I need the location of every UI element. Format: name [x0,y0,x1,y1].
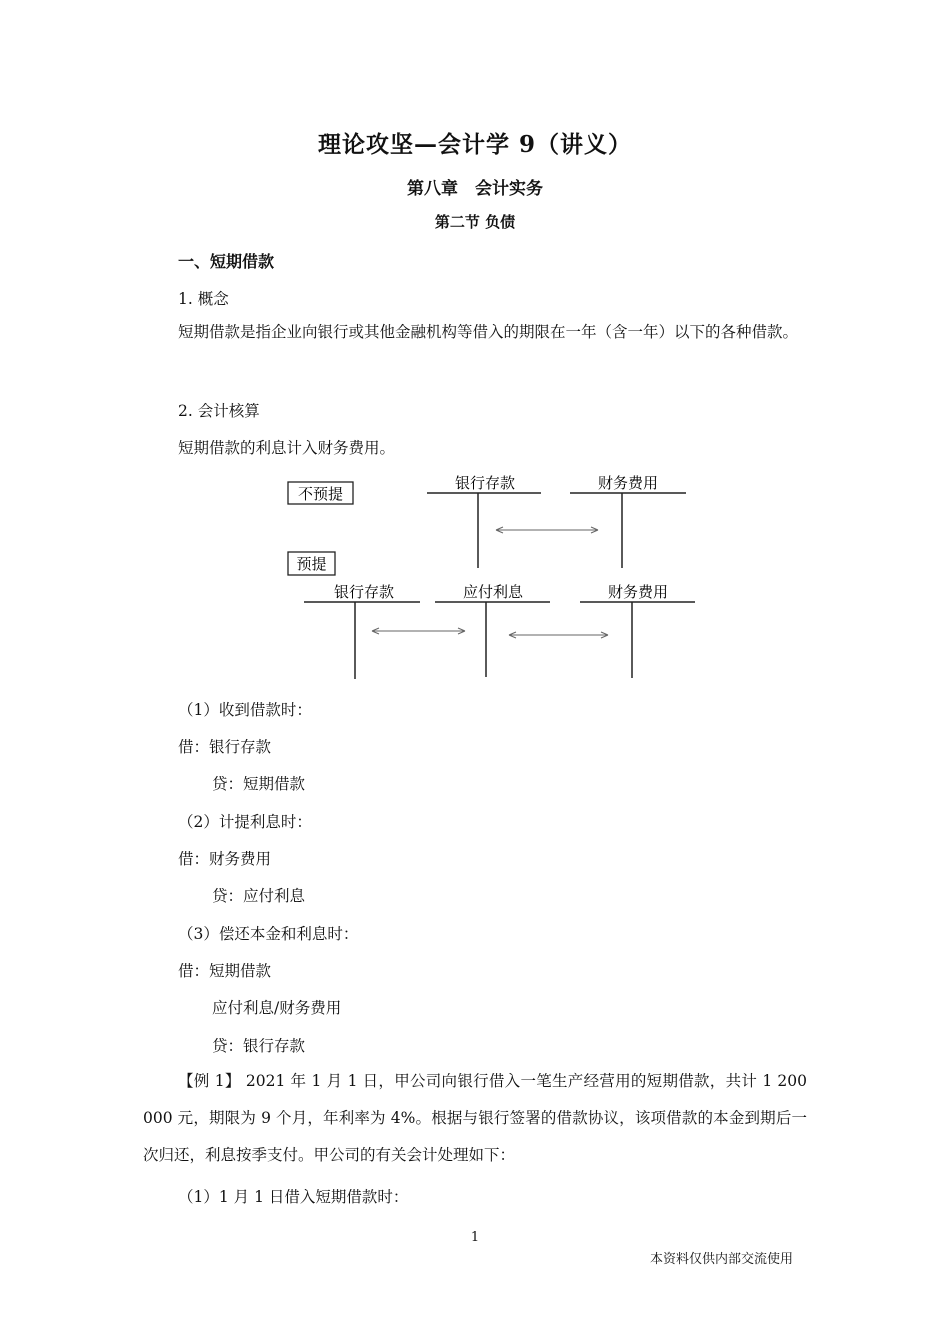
row1-account-bank: 银行存款 [454,474,516,492]
entry-step1-debit: 借：银行存款 [178,738,272,756]
entry-step3-debit: 借：短期借款 [178,962,272,980]
accounting-label: 2. 会计核算 [178,402,260,420]
example-text: 【例 1】 2021 年 1 月 1 日，甲公司向银行借入一笔生产经营用的短期借款，共计 1 200 000 元，期限为 9 个月，年利率为 4%。根据与银行签署的借款协议，该项借款的本金到期后一次归还，利息按季支付。甲公司的有关会计处理如下： [143,1072,807,1164]
heading-short-term-loans: 一、短期借款 [178,252,275,271]
accounting-text: 短期借款的利息计入财务费用。 [178,439,396,457]
entry-step1-credit: 贷：短期借款 [212,775,306,793]
row1-account-finance-expense: 财务费用 [597,474,659,492]
footer-note: 本资料仅供内部交流使用 [650,1252,794,1267]
chapter-heading: 第八章 会计实务 [407,179,543,199]
entry-step3-heading: （3）偿还本金和利息时： [178,925,359,943]
accrual-label: 预提 [296,555,327,573]
section-heading: 第二节 负债 [434,213,516,231]
entry-step1-heading: （1）收到借款时： [178,701,312,719]
entry-step3-debit-cont: 应付利息/财务费用 [212,999,342,1017]
row2-account-finance-expense: 财务费用 [607,583,669,601]
row2-account-interest-payable: 应付利息 [462,583,524,601]
t-account-diagram [280,465,710,687]
entry-step2-credit: 贷：应付利息 [212,887,306,905]
concept-label: 1. 概念 [178,290,229,308]
no-accrual-label: 不预提 [297,485,344,503]
concept-text: 短期借款是指企业向银行或其他金融机构等借入的期限在一年（含一年）以下的各种借款。 [178,323,799,341]
row2-account-bank: 银行存款 [333,583,395,601]
entry-step2-heading: （2）计提利息时： [178,813,312,831]
entry-step3-credit: 贷：银行存款 [212,1037,306,1055]
document-title: 理论攻坚—会计学 9（讲义） [317,131,632,158]
page-number: 1 [470,1230,480,1245]
entry-step2-debit: 借：财务费用 [178,850,272,868]
example-step1: （1）1 月 1 日借入短期借款时： [178,1188,409,1206]
